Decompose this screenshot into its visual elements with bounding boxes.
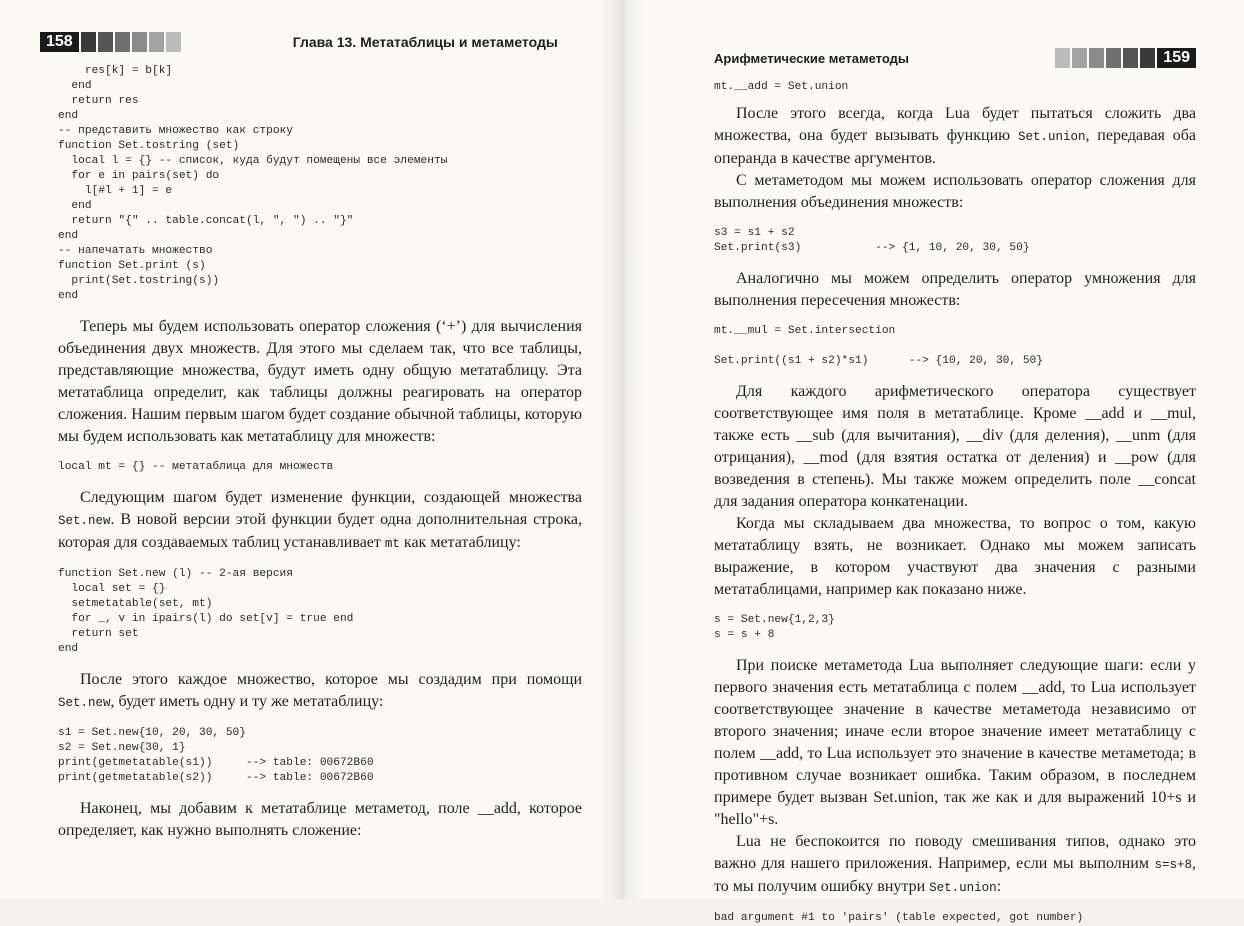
- code-line: mt.__mul = Set.intersection: [714, 325, 896, 337]
- paragraph-union-usage: С метаметодом мы можем использовать оператор сложения для выполнения объединения множеств:: [714, 172, 1196, 211]
- code-line: print(Set.tostring(s)): [58, 275, 220, 287]
- code-line: function Set.tostring (set): [58, 140, 240, 152]
- inline-code: Set.union: [929, 881, 997, 895]
- code-line: local mt = {} -- метатаблица для множеств: [58, 461, 334, 473]
- code-line: end: [58, 200, 92, 212]
- chapter-title: Глава 13. Метатаблицы и метаметоды: [292, 34, 558, 50]
- code-line: -- представить множество как строку: [58, 125, 293, 137]
- code-line: local l = {} -- список, куда будут помещены все элементы: [58, 155, 448, 167]
- paragraph-add-metamethod: Наконец, мы добавим к метатаблице метаметод, поле __add, которое определяет, как нужно выполнять сложение:: [58, 800, 582, 839]
- code-line: print(getmetatable(s2)) --> table: 00672B60: [58, 772, 374, 784]
- code-line: setmetatable(set, mt): [58, 598, 213, 610]
- paragraph-intersection: Аналогично мы можем определить оператор умножения для выполнения пересечения множеств:: [714, 270, 1196, 309]
- inline-code: Set.union: [1017, 130, 1086, 144]
- code-block-tostring: [58, 64, 582, 304]
- book-gutter-shadow: [600, 0, 644, 899]
- inline-code: Set.new: [58, 696, 111, 710]
- code-line: bad argument #1 to 'pairs' (table expected, got number): [714, 912, 1084, 924]
- paragraph-addition-intro: Теперь мы будем использовать оператор сложения (‘+’) для вычисления объединения двух множеств. Для этого мы сделаем так, что все таблицы, представляющие множества, будут иметь одну общую метатаблицу. Эта метатаблица определит, как таблицы должны реагировать на оператор сложения. Нашим первым шагом будет создание обычной таблицы, которую мы будем использовать как метатаблицу для множеств:: [58, 318, 582, 445]
- code-line: for _, v in ipairs(l) do set[v] = true end: [58, 613, 354, 625]
- code-line: mt.__add = Set.union: [714, 81, 849, 93]
- code-line: end: [58, 290, 79, 302]
- header-decor-bars: [79, 32, 181, 52]
- code-block-getmetatable: [58, 726, 582, 786]
- left-page: [0, 0, 622, 899]
- code-line: return "{" .. table.concat(l, ", ") .. "}": [58, 215, 354, 227]
- code-line: s1 = Set.new{10, 20, 30, 50}: [58, 727, 246, 739]
- code-line: print(getmetatable(s1)) --> table: 00672B60: [58, 757, 374, 769]
- code-line: function Set.print (s): [58, 260, 206, 272]
- code-block-add: [714, 80, 1196, 95]
- right-running-header: [714, 48, 1196, 68]
- code-line: l[#l + 1] = e: [58, 185, 173, 197]
- left-running-header: [40, 32, 582, 52]
- code-block-mul: [714, 324, 1196, 369]
- paragraph-lookup-steps: При поиске метаметода Lua выполняет следующие шаги: если у первого значения есть метатаблица с полем __add, то Lua использует соответствующее значение в качестве метаметода независимо от второго значения; иначе если второе значение имеет метатаблицу с полем __add, то Lua использует это значение в качестве метаметода; в противном случае возникает ошибка. Таким образом, в последнем примере будет вызван Set.union, так же как и для выражений 10+s и "hello"+s.: [714, 657, 1196, 828]
- header-decor-bars: [1053, 48, 1155, 68]
- code-line: return set: [58, 628, 139, 640]
- code-line: Set.print((s1 + s2)*s1) --> {10, 20, 30, 50}: [714, 355, 1043, 367]
- section-title: Арифметические метаметоды: [714, 50, 909, 66]
- paragraph-mixed-metatables: Когда мы складываем два множества, то вопрос о том, какую метатаблицу взять, не возникает. Однако мы можем записать выражение, в котором участвуют два значения с разными метатаблицами, например как показано ниже.: [714, 515, 1196, 598]
- code-block-s3: [714, 226, 1196, 256]
- code-line: s3 = s1 + s2: [714, 227, 795, 239]
- code-line: end: [58, 110, 79, 122]
- code-line: s = Set.new{1,2,3}: [714, 614, 835, 626]
- paragraph-same-metatable: После этого каждое множество, которое мы создадим при помощи Set.new, будет иметь одну и ту же метатаблицу:: [58, 671, 582, 710]
- paragraph-field-names: Для каждого арифметического оператора существует соответствующее имя поля в метатаблице. Кроме __add и __mul, также есть __sub (для вычитания), __div (для деления), __unm (для отрицания), __mod (для взятия остатка от деления) и __pow (для возведения в степень). Мы также можем определить поле __concat для задания оператора конкатенации.: [714, 383, 1196, 510]
- paragraph-set-union-call: После этого всегда, когда Lua будет пытаться сложить два множества, она будет вызывать функцию Set.union, передавая оба операнда в качестве аргументов.: [714, 105, 1197, 167]
- code-line: function Set.new (l) -- 2-ая версия: [58, 568, 293, 580]
- code-line: Set.print(s3) --> {1, 10, 20, 30, 50}: [714, 242, 1030, 254]
- paragraph-setnew-change: Следующим шагом будет изменение функции, создающей множества Set.new. В новой версии этой функции будет одна дополнительная строка, которая для создаваемых таблиц устанавливает mt как метатаблицу:: [58, 489, 582, 551]
- code-line: -- напечатать множество: [58, 245, 213, 257]
- code-line: end: [58, 643, 79, 655]
- code-line: end: [58, 230, 79, 242]
- inline-code: s=s+8: [1154, 858, 1192, 872]
- code-block-mt: [58, 460, 582, 475]
- right-page-number: 159: [1157, 48, 1196, 68]
- code-block-s-plus-8: [714, 613, 1196, 643]
- code-line: local set = {}: [58, 583, 166, 595]
- inline-code: mt: [384, 537, 400, 551]
- paragraph-type-mixing: Lua не беспокоится по поводу смешивания типов, однако это важно для нашего приложения. Например, если мы выполним s=s+8, то мы получим ошибку внутри Set.union:: [714, 833, 1196, 895]
- right-page: [622, 0, 1244, 924]
- code-line: end: [58, 80, 92, 92]
- left-page-number: 158: [40, 32, 79, 52]
- code-block-error: [714, 911, 1196, 926]
- code-line: s2 = Set.new{30, 1}: [58, 742, 186, 754]
- code-line: return res: [58, 95, 139, 107]
- code-line: s = s + 8: [714, 629, 775, 641]
- code-block-setnew: [58, 567, 582, 657]
- inline-code: Set.new: [58, 514, 111, 528]
- code-line: res[k] = b[k]: [58, 65, 173, 77]
- code-line: for e in pairs(set) do: [58, 170, 220, 182]
